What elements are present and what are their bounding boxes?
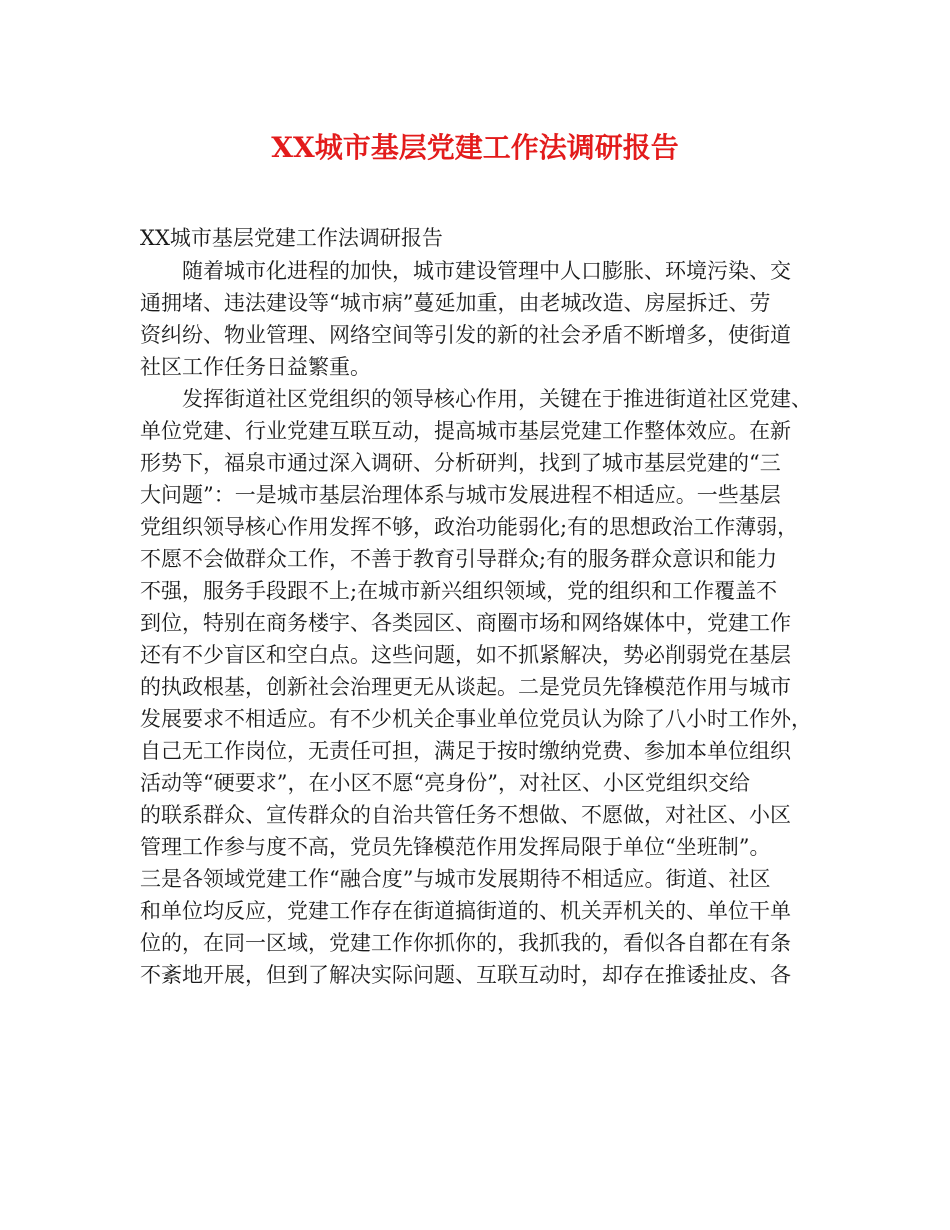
document-subtitle: XX城市基层党建工作法调研报告 [140,226,443,250]
paragraph-line: 三是各领域党建工作“融合度”与城市发展期待不相适应。街道、社区 [140,867,771,891]
paragraph-1 [140,255,816,383]
paragraph-line: 不强，服务手段跟不上;在城市新兴组织领域，党的组织和工作覆盖不 [140,579,778,603]
paragraph-line: 随着城市化进程的加快，城市建设管理中人口膨胀、环境污染、交 [140,259,791,283]
document-title: XX城市基层党建工作法调研报告 [271,131,679,164]
paragraph-line: 位的，在同一区域，党建工作你抓你的，我抓我的，看似各自都在有条 [140,931,791,955]
paragraph-line: 通拥堵、违法建设等“城市病”蔓延加重，由老城改造、房屋拆迁、劳 [140,291,771,315]
document-body [140,222,816,991]
paragraph-2 [140,383,816,991]
paragraph-line: 管理工作参与度不高，党员先锋模范作用发挥局限于单位“坐班制”。 [140,835,771,859]
paragraph-line: 到位，特别在商务楼宇、各类园区、商圈市场和网络媒体中，党建工作 [140,611,791,635]
paragraph-line: 自己无工作岗位，无责任可担，满足于按时缴纳党费、参加本单位组织 [140,739,791,763]
paragraph-line: 发展要求不相适应。有不少机关企事业单位党员认为除了八小时工作外， [140,707,812,731]
paragraph-line: 社区工作任务日益繁重。 [140,355,371,379]
paragraph-line: 单位党建、行业党建互联互动，提高城市基层党建工作整体效应。在新 [140,419,791,443]
paragraph-line: 和单位均反应，党建工作存在街道搞街道的、机关弄机关的、单位干单 [140,899,791,923]
paragraph-line: 的联系群众、宣传群众的自治共管任务不想做、不愿做，对社区、小区 [140,803,791,827]
paragraph-line: 形势下，福泉市通过深入调研、分析研判，找到了城市基层党建的“三 [140,451,781,475]
paragraph-line: 活动等“硬要求”，在小区不愿“亮身份”，对社区、小区党组织交给 [140,771,750,795]
paragraph-line: 大问题”：一是城市基层治理体系与城市发展进程不相适应。一些基层 [140,483,781,507]
paragraph-line: 党组织领导核心作用发挥不够，政治功能弱化;有的思想政治工作薄弱， [140,515,799,539]
paragraph-line: 发挥街道社区党组织的领导核心作用，关键在于推进街道社区党建、 [140,387,812,411]
paragraph-line: 资纠纷、物业管理、网络空间等引发的新的社会矛盾不断增多，使街道 [140,323,791,347]
paragraph-line: 不紊地开展，但到了解决实际问题、互联互动时，却存在推诿扯皮、各 [140,963,791,987]
paragraph-line: 还有不少盲区和空白点。这些问题，如不抓紧解决，势必削弱党在基层 [140,643,791,667]
paragraph-line: 的执政根基，创新社会治理更无从谈起。二是党员先锋模范作用与城市 [140,675,791,699]
paragraph-line: 不愿不会做群众工作，不善于教育引导群众;有的服务群众意识和能力 [140,547,778,571]
